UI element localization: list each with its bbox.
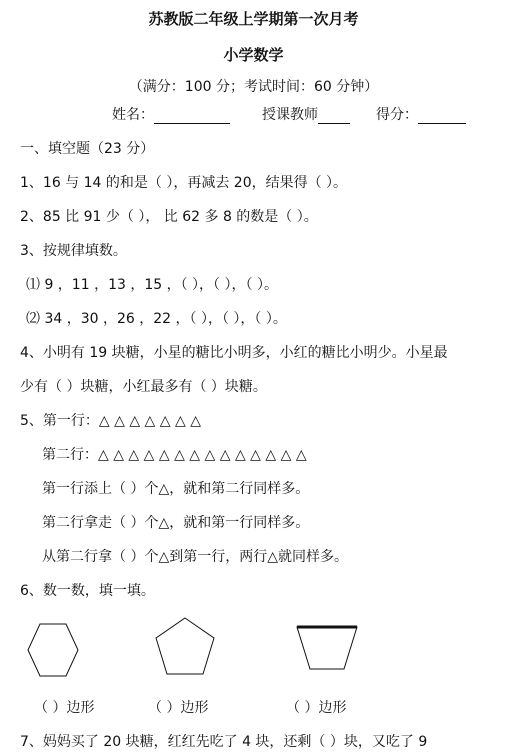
exam-subtitle: 小学数学 (223, 46, 284, 64)
shape-label-1: （ ）边形 (34, 700, 95, 716)
score-blank (418, 107, 466, 124)
question-3: 3、按规律填数。 (20, 243, 127, 259)
teacher-field (262, 104, 350, 124)
question-3a: ⑴ 9 ，11 ，13 ，15 ，（ ），（ ），（ ）。 (26, 277, 278, 293)
question-6: 6、数一数，填一填。 (20, 583, 155, 599)
trapezoid-shape (294, 624, 360, 672)
question-5b: 第二行拿走（ ）个△，就和第一行同样多。 (42, 515, 310, 531)
score-field (376, 104, 466, 124)
name-label: 姓名： (112, 107, 154, 123)
question-5-row1: 5、第一行：△ △ △ △ △ △ △ (20, 413, 201, 429)
shape-label-2: （ ）边形 (148, 700, 209, 716)
question-1: 1、16 与 14 的和是（ ），再减去 20，结果得（ ）。 (20, 175, 348, 191)
name-blank (154, 107, 230, 124)
question-5a: 第一行添上（ ）个△，就和第二行同样多。 (42, 481, 310, 497)
question-4-line1: 4、小明有 19 块糖，小星的糖比小明多，小红的糖比小明少。小星最 (20, 345, 448, 361)
exam-title: 苏教版二年级上学期第一次月考 (148, 10, 359, 28)
question-5c: 从第二行拿（ ）个△到第一行，两行△就同样多。 (42, 549, 348, 565)
section-heading: 一、填空题（23 分） (20, 141, 155, 157)
exam-info: （满分：100 分；考试时间：60 分钟） (128, 79, 379, 95)
student-name-field (112, 104, 230, 124)
question-5-row2: 第二行：△ △ △ △ △ △ △ △ △ △ △ △ △ △ (42, 447, 307, 463)
question-3b: ⑵ 34 ，30 ，26 ，22 ，（ ），（ ），（ ）。 (26, 311, 287, 327)
question-2: 2、85 比 91 少（ ）， 比 62 多 8 的数是（ ）。 (20, 209, 318, 225)
pentagon-shape (154, 616, 216, 676)
hexagon-shape (26, 622, 80, 678)
teacher-label: 授课教师 (262, 107, 318, 123)
question-7: 7、妈妈买了 20 块糖，红红先吃了 4 块，还剩（ ）块，又吃了 9 (20, 734, 428, 750)
teacher-blank (318, 107, 350, 124)
score-label: 得分： (376, 107, 418, 123)
shape-label-3: （ ）边形 (286, 700, 347, 716)
question-4-line2: 少有（ ）块糖，小红最多有（ ）块糖。 (20, 379, 267, 395)
